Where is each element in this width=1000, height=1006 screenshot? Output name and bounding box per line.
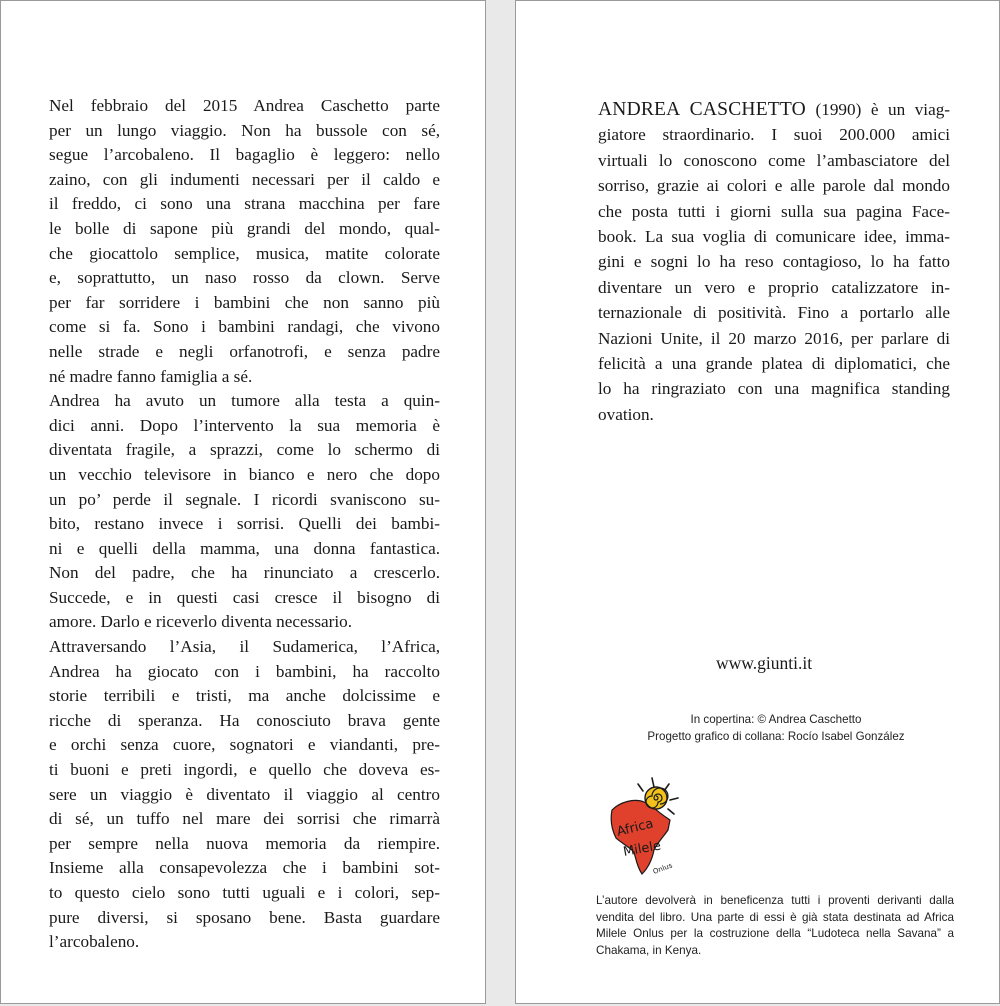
story-line: sere un viaggio è diventato il viaggio al centro — [49, 784, 440, 804]
africa-milele-logo — [594, 776, 694, 886]
story-line: e orchi senza cuore, sognatori e viandanti, pre- — [49, 735, 440, 755]
bio-line: giatore straordinario. I suoi 200.000 amici — [598, 125, 950, 145]
story-line: pure diversi, si sposano bene. Basta guardare — [49, 907, 440, 927]
story-line: Insieme alla consapevolezza che i bambini sot- — [49, 858, 440, 878]
story-line: per un lungo viaggio. Non ha bussole con sé, — [49, 120, 440, 140]
story-line: diventata fragile, a sprazzi, come lo schermo di — [49, 440, 440, 460]
story-line: le bolle di sapone più grandi del mondo, qual- — [49, 218, 440, 238]
bio-line: che posta tutti i giorni sulla sua pagina Face- — [598, 201, 950, 221]
story-line: come si fa. Sono i bambini randagi, che vivono — [49, 317, 440, 337]
right-flap-page — [515, 0, 1000, 1004]
bio-line: virtuali lo conoscono come l’ambasciatore del — [598, 150, 950, 170]
bio-line: diventare un vero e proprio catalizzatore in- — [598, 277, 950, 297]
author-bio — [598, 97, 950, 427]
donation-note — [596, 893, 954, 959]
story-line: un po’ perde il segnale. I ricordi svaniscono su- — [49, 489, 440, 509]
story-line: ricche di speranza. Ha conosciuto brava gente — [49, 710, 440, 730]
story-line: per sempre nella nuova memoria da riempire. — [49, 833, 440, 853]
story-line: Nel febbraio del 2015 Andrea Caschetto parte — [49, 96, 440, 115]
story-line: Attraversando l’Asia, il Sudamerica, l’Africa, — [49, 637, 440, 657]
logo-text-milele: Milele — [622, 838, 663, 860]
cover-credit: In copertina: © Andrea Caschetto — [690, 713, 862, 726]
bio-line: felicità a una grande platea di diplomatici, che — [598, 353, 950, 373]
bio-line: lo ha ringraziato con una magnifica standing — [598, 379, 950, 399]
story-line: nelle strade e negli orfanotrofi, e senza padre — [49, 341, 440, 361]
bio-line: gini e sogni lo ha reso contagioso, lo ha fatto — [598, 252, 950, 272]
story-line: per far sorridere i bambini che non sanno più — [49, 292, 440, 312]
story-line: dici anni. Dopo l’intervento la sua memoria è — [49, 415, 440, 435]
bio-lines — [598, 122, 950, 427]
story-line: bito, restano invece i sorrisi. Quelli dei bambi- — [49, 514, 440, 534]
story-line: e, soprattutto, un naso rosso da clown. Serve — [49, 268, 440, 288]
bio-line: sorriso, grazie ai colori e alle parole dal mondo — [598, 176, 950, 196]
publisher-website: www.giunti.it — [716, 653, 813, 673]
story-line: un vecchio televisore in bianco e nero che dopo — [49, 464, 440, 484]
donation-line: L’autore devolverà in beneficenza tutti i proventi derivanti dalla — [596, 894, 954, 907]
author-name: ANDREA CASCHETTO — [598, 99, 806, 120]
story-text — [49, 94, 440, 955]
logo-text-onlus: Onlus — [651, 861, 674, 876]
story-line: Succede, e in questi casi cresce il bisogno di — [49, 587, 440, 607]
bio-line: ternazionale di positività. Fino a portarlo alle — [598, 303, 950, 323]
story-line: ti buoni e preti ingordi, e quello che doveva es- — [49, 760, 440, 780]
story-line: segue l’arcobaleno. Il bagaglio è leggero: nello — [49, 145, 440, 165]
bio-first-line-rest: è un viag- — [861, 100, 951, 119]
story-line: storie terribili e tristi, ma anche dolcissime e — [49, 686, 440, 706]
author-years: (1990) — [815, 100, 862, 119]
donation-line: Chakama, in Kenya. — [596, 943, 702, 957]
cover-credits — [616, 711, 936, 745]
story-line: Andrea ha avuto un tumore alla testa a quin- — [49, 391, 440, 411]
donation-line: vendita del libro. Una parte di essi è già stata destinata ad Africa — [596, 910, 954, 924]
bio-line: ovation. — [598, 404, 654, 424]
story-line: ni e quelli della mamma, una donna fantastica. — [49, 538, 440, 558]
story-line: né madre fanno famiglia a sé. — [49, 366, 253, 386]
story-line: to questo cielo sono tutti uguali e i colori, sep- — [49, 883, 440, 902]
left-flap-page — [0, 0, 486, 1004]
story-line: zaino, con gli indumenti necessari per il caldo e — [49, 169, 440, 189]
story-line: il freddo, ci sono una strana macchina per fare — [49, 194, 440, 214]
bio-first-line — [598, 97, 950, 122]
bio-line: book. La sua voglia di comunicare idee, imma- — [598, 226, 950, 246]
logo-text-africa: Africa — [615, 816, 655, 840]
story-line: l’arcobaleno. — [49, 932, 140, 952]
story-line: che giocattolo semplice, musica, matite colorate — [49, 243, 440, 263]
story-line: Non del padre, che ha rinunciato a crescerlo. — [49, 563, 440, 583]
donation-line: Milele Onlus per la costruzione della “Ludoteca nella Savana” a — [596, 927, 954, 941]
design-credit: Progetto grafico di collana: Rocío Isabel González — [647, 730, 905, 743]
bio-line: Nazioni Unite, il 20 marzo 2016, per parlare di — [598, 328, 950, 348]
story-line: di sé, un tuffo nel mare dei sorrisi che rimarrà — [49, 809, 440, 829]
story-line: amore. Darlo e riceverlo diventa necessario. — [49, 612, 353, 632]
story-line: Andrea ha giocato con i bambini, ha raccolto — [49, 661, 440, 681]
